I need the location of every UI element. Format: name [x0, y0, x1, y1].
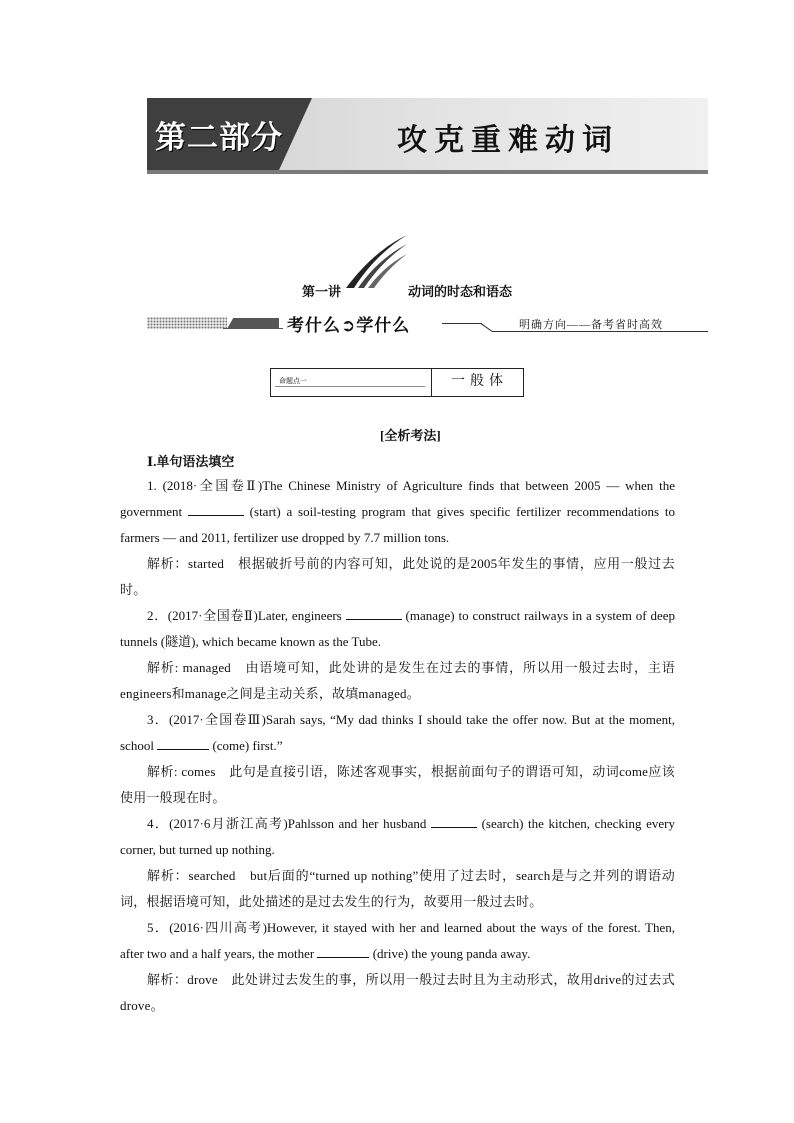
- part-label: 第二部分: [155, 120, 283, 156]
- banner-shadow: [147, 170, 708, 174]
- question-1: [120, 473, 675, 551]
- question-2: [120, 603, 675, 655]
- swoosh-icon: [344, 234, 408, 290]
- question-text: 2．(2017·全国卷Ⅱ)Later, engineers: [147, 608, 346, 623]
- question-text: 3．(2017·全国卷Ⅲ)Sarah says, “My dad thinks I should take the offer now. But at the moment, school: [120, 712, 675, 753]
- test-point-underline: [275, 386, 425, 387]
- test-point-label: 命题点一: [279, 377, 307, 385]
- question-text: (drive) the young panda away.: [369, 946, 531, 961]
- question-text: 1. (2018·全国卷Ⅱ)The Chinese Ministry of Agriculture finds that between 2005 — when the government: [120, 478, 675, 519]
- question-text: (manage) to construct railways in a system of deep tunnels (隧道), which became known as the Tube.: [120, 608, 675, 649]
- bar-line: [442, 323, 482, 324]
- answer-2: 解析: managed 由语境可知，此处讲的是发生在过去的事情，所以用一般过去时，主语engineers和manage之间是主动关系，故填managed。: [120, 660, 675, 701]
- question-4: [120, 811, 675, 863]
- test-point-box: [270, 368, 524, 397]
- answer-1: 解析：started 根据破折号前的内容可知，此处说的是2005年发生的事情，应用一般过去时。: [120, 556, 675, 597]
- answer-blank: [157, 737, 209, 750]
- exam-focus-bar: [147, 311, 708, 337]
- bar-left-line: [223, 328, 283, 329]
- test-point-divider: [431, 369, 432, 396]
- exercise-part-title: Ⅰ.单句语法填空: [147, 454, 235, 469]
- part-title: 攻克重难动词: [397, 123, 619, 158]
- exam-focus-label: 考什么➲学什么: [287, 316, 411, 336]
- answer-5: 解析：drove 此处讲过去发生的事，所以用一般过去时且为主动形式，故用drive的过去式drove。: [120, 972, 675, 1013]
- section-title: [全析考法]: [380, 428, 441, 443]
- dotted-pattern: [147, 317, 227, 329]
- question-3: [120, 707, 675, 759]
- bar-slant: [475, 323, 493, 340]
- test-point-value: 一般体: [451, 374, 508, 389]
- question-text: (search) the kitchen, checking every corner, but turned up nothing.: [120, 816, 675, 857]
- question-text: (come) first.”: [209, 738, 283, 753]
- question-text: (start) a soil-testing program that gives specific fertilizer recommendations to farmers — and 2011, fertilizer use dropped by 7.7 million tons.: [120, 504, 676, 545]
- question-text: 4．(2017·6月浙江高考)Pahlsson and her husband: [147, 816, 431, 831]
- question-text: 5．(2016·四川高考)However, it stayed with her and learned about the ways of the forest. Then, after two and a half years, the mother: [120, 920, 675, 961]
- answer-3: 解析: comes 此句是直接引语，陈述客观事实，根据前面句子的谓语可知，动词come应该使用一般现在时。: [120, 764, 675, 805]
- answer-blank: [188, 503, 244, 516]
- lecture-number: 第一讲: [302, 284, 342, 299]
- question-5: [120, 915, 675, 967]
- exercise-list: [120, 473, 675, 1019]
- lecture-title: 动词的时态和语态: [408, 284, 513, 299]
- exam-focus-subtitle: 明确方向——备考省时高效: [519, 319, 663, 331]
- answer-blank: [346, 607, 402, 620]
- answer-blank: [317, 945, 369, 958]
- answer-4: 解析：searched but后面的“turned up nothing”使用了过去时，search是与之并列的谓语动词，根据语境可知，此处描述的是过去发生的行为，故要用一般过去时。: [120, 868, 675, 909]
- answer-blank: [431, 815, 477, 828]
- part-banner: [147, 98, 708, 174]
